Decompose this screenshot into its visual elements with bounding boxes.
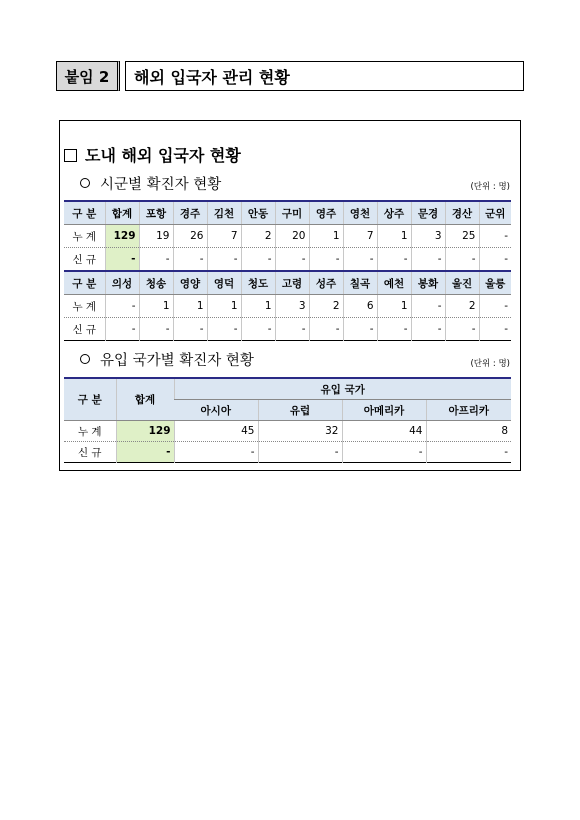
table-cell: -: [411, 318, 445, 341]
city-subtitle-text: 시군별 확진자 현황: [100, 177, 222, 193]
header-cell: 김천: [207, 201, 241, 225]
header-cell: 구미: [275, 201, 309, 225]
table-cell: 32: [258, 421, 342, 442]
table-cell: -: [479, 225, 511, 248]
table-cell: 6: [343, 295, 377, 318]
country-cases-table: [64, 377, 511, 463]
header-cell: 아시아: [174, 400, 258, 421]
header-cell: 합계: [105, 201, 139, 225]
table-cell: 1: [377, 225, 411, 248]
header-cell: 칠곡: [343, 271, 377, 295]
header-cell: 영주: [309, 201, 343, 225]
row-label: 신 규: [77, 446, 102, 459]
header-cell: 청도: [241, 271, 275, 295]
table-cell: -: [207, 248, 241, 272]
city-cumulative-row-1: [64, 225, 511, 248]
header-cell: 포항: [139, 201, 173, 225]
city-new-row-1: [64, 248, 511, 272]
header-cell: 합계: [116, 378, 174, 421]
attachment-tag: 붙임 2: [56, 61, 120, 91]
table-cell: 26: [173, 225, 207, 248]
table-cell: -: [377, 248, 411, 272]
table-cell: 1: [309, 225, 343, 248]
header-cell: 영양: [173, 271, 207, 295]
city-cumulative-row-2: [64, 295, 511, 318]
header-cell: 아메리카: [342, 400, 426, 421]
table-cell: -: [174, 442, 258, 463]
table-cell: 44: [342, 421, 426, 442]
header-cell: 봉화: [411, 271, 445, 295]
table-cell: 45: [174, 421, 258, 442]
row-label: 누 계: [64, 225, 105, 248]
header-cell: 영덕: [207, 271, 241, 295]
table-cell: -: [105, 295, 139, 318]
row-label: 신 규: [64, 248, 105, 272]
table-cell: 1: [241, 295, 275, 318]
city-subtitle: [80, 173, 221, 194]
header-cell: 경산: [445, 201, 479, 225]
table-cell: -: [241, 248, 275, 272]
header-cell: 군위: [479, 201, 511, 225]
header-cell: 상주: [377, 201, 411, 225]
table-cell: -: [275, 318, 309, 341]
table-cell: 1: [173, 295, 207, 318]
table-cell: -: [343, 248, 377, 272]
table-cell: -: [479, 295, 511, 318]
table-cell: -: [377, 318, 411, 341]
table-cell: -: [411, 248, 445, 272]
table-cell: -: [445, 248, 479, 272]
header-cell: 의성: [105, 271, 139, 295]
header-group-cell: 유입 국가: [174, 378, 511, 400]
table-cell: -: [105, 318, 139, 341]
table-cell: 3: [275, 295, 309, 318]
header-cell: 성주: [309, 271, 343, 295]
section-title: [64, 143, 241, 166]
total-cell: 129: [105, 225, 139, 248]
header-cell: 유럽: [258, 400, 342, 421]
table-cell: -: [139, 318, 173, 341]
checkbox-square-icon: [64, 149, 77, 162]
table-cell: -: [173, 318, 207, 341]
country-header-row-1: [64, 378, 511, 400]
header-cell: 청송: [139, 271, 173, 295]
header-cell: 예천: [377, 271, 411, 295]
header-cell: 안동: [241, 201, 275, 225]
table-cell: -: [258, 442, 342, 463]
row-label: 신 규: [72, 323, 97, 336]
table-cell: 25: [445, 225, 479, 248]
total-cell: -: [105, 248, 139, 272]
table-cell: 2: [309, 295, 343, 318]
country-cumulative-row: [64, 421, 511, 442]
table-cell: -: [343, 318, 377, 341]
table-cell: -: [173, 248, 207, 272]
header-cell: 울릉: [479, 271, 511, 295]
table-cell: 2: [445, 295, 479, 318]
city-unit-label: (단위 : 명): [470, 182, 510, 192]
page-title: 해외 입국자 관리 현황: [125, 61, 524, 91]
table-cell: -: [411, 295, 445, 318]
header-cell: 구 분: [64, 271, 105, 295]
table-cell: 2: [241, 225, 275, 248]
header-cell: 아프리카: [426, 400, 511, 421]
header-cell: 문경: [411, 201, 445, 225]
table-cell: 7: [343, 225, 377, 248]
row-label: 누 계: [64, 421, 116, 442]
table-cell: -: [479, 248, 511, 272]
city-cases-table: [64, 200, 511, 341]
header-cell: 구 분: [64, 378, 116, 421]
country-subtitle-text: 유입 국가별 확진자 현황: [100, 353, 254, 369]
table-cell: -: [207, 318, 241, 341]
header-cell: 영천: [343, 201, 377, 225]
total-cell: -: [116, 442, 174, 463]
table-cell: 7: [207, 225, 241, 248]
table-cell: -: [309, 318, 343, 341]
table-cell: -: [426, 442, 511, 463]
table-cell: 1: [139, 295, 173, 318]
country-subtitle: [80, 349, 254, 370]
table-cell: -: [445, 318, 479, 341]
country-new-row: [64, 442, 511, 463]
row-label: 누 계: [64, 295, 105, 318]
table-cell: 3: [411, 225, 445, 248]
header-cell: 경주: [173, 201, 207, 225]
city-header-row-1: [64, 201, 511, 225]
circle-bullet-icon: [80, 178, 90, 188]
circle-bullet-icon: [80, 354, 90, 364]
city-new-row-2: [64, 318, 511, 341]
table-cell: 1: [377, 295, 411, 318]
table-cell: -: [309, 248, 343, 272]
table-cell: -: [139, 248, 173, 272]
header-cell: 구 분: [64, 201, 105, 225]
table-cell: -: [275, 248, 309, 272]
table-cell: 19: [139, 225, 173, 248]
table-cell: 8: [426, 421, 511, 442]
header-cell: 고령: [275, 271, 309, 295]
section-title-text: 도내 해외 입국자 현황: [85, 146, 241, 165]
city-header-row-2: [64, 271, 511, 295]
table-cell: -: [479, 318, 511, 341]
table-cell: -: [241, 318, 275, 341]
table-cell: -: [342, 442, 426, 463]
header-cell: 울진: [445, 271, 479, 295]
total-cell: 129: [116, 421, 174, 442]
table-cell: 20: [275, 225, 309, 248]
table-cell: 1: [207, 295, 241, 318]
country-unit-label: (단위 : 명): [470, 359, 510, 369]
